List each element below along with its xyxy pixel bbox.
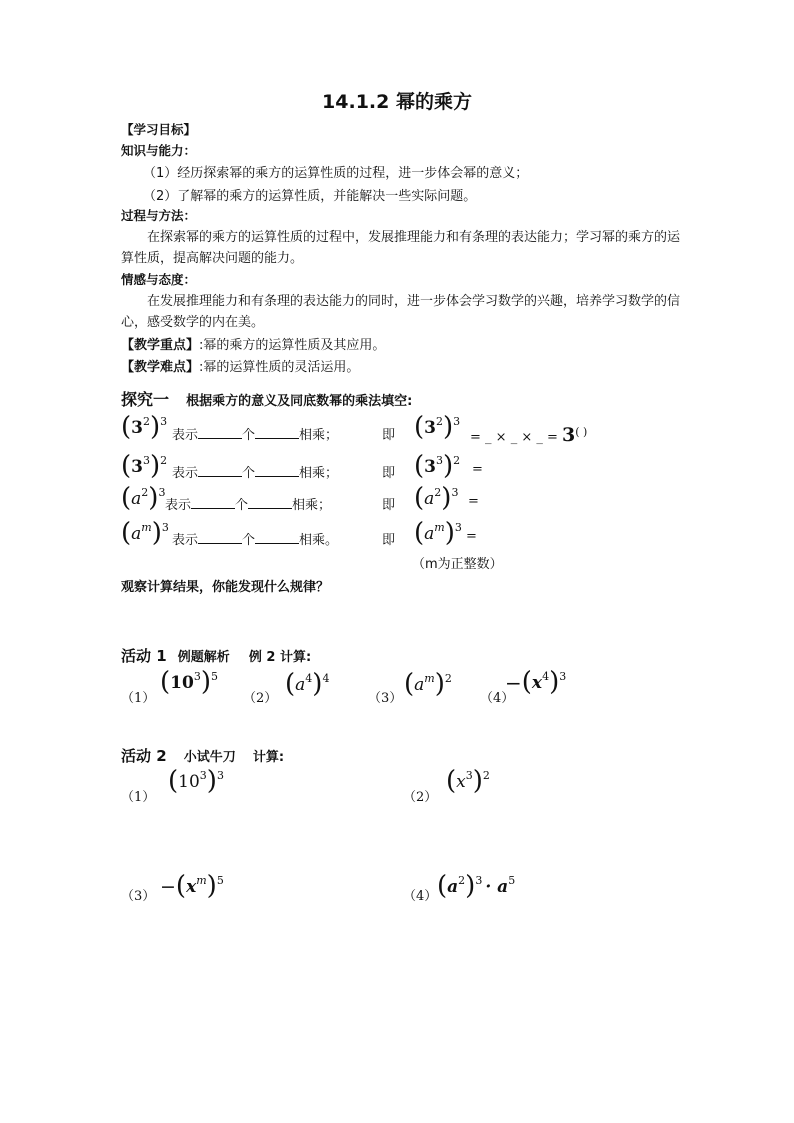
a1-expr-3: ( a $^m$ ) $^2$ xyxy=(404,669,452,699)
a2-expr-1: ( 10 $^3$ ) $^3$ xyxy=(168,766,224,796)
process-text: 在探索幂的乘方的运算性质的过程中，发展推理能力和有条理的表达能力；学习幂的乘方的运算性质，提高解决问题的能力。 xyxy=(121,230,681,266)
explore-right-1: ( 3 $^2$ ) $^3$ xyxy=(414,412,461,442)
blank-count-1[interactable] xyxy=(198,424,242,439)
a2-expr-3: − ( x $^m$ ) $^5$ xyxy=(160,871,224,901)
explore-heading-line xyxy=(121,387,412,410)
objectives-header: 【学习目标】 xyxy=(121,122,197,137)
blank-count-2[interactable] xyxy=(198,462,242,477)
a2-label-1: （1） xyxy=(121,790,156,805)
difficulty-point xyxy=(121,356,359,375)
a1-label-4: （4） xyxy=(480,691,515,706)
explore-desc-1: 表示 个 相乘； xyxy=(172,424,338,443)
a1-label-2: （2） xyxy=(243,691,278,706)
a1-label-1: （1） xyxy=(121,691,156,706)
equals-2: = xyxy=(472,462,483,477)
explore-desc-3: 表示 个 相乘； xyxy=(165,494,331,513)
blank-factor-4[interactable] xyxy=(255,529,299,544)
fill-row-1: = _ × _ × _ = 3( ) xyxy=(470,424,588,446)
blank-count-3[interactable] xyxy=(191,494,235,509)
expr-left-2: ( 3 $^3$ ) $^2$ xyxy=(121,451,168,481)
example-label: 例 2 计算: xyxy=(248,650,312,665)
knowledge-label: 知识与能力： xyxy=(121,143,197,158)
key-label: 【教学重点】 xyxy=(121,338,200,353)
difficulty-label: 【教学难点】 xyxy=(121,360,200,375)
activity1-subheading: 例题解析 xyxy=(177,650,230,665)
blank-factor-1[interactable] xyxy=(255,424,299,439)
page-title: 14.1.2 幂的乘方 xyxy=(322,91,472,113)
difficulty-text: :幂的运算性质的灵活运用。 xyxy=(199,360,360,375)
activity1-heading-line xyxy=(121,645,311,666)
emotion-text: 在发展推理能力和有条理的表达能力的同时，进一步体会学习数学的兴趣，培养学习数学的信心，感受数学的内在美。 xyxy=(121,294,681,330)
key-text: :幂的乘方的运算性质及其应用。 xyxy=(199,338,386,353)
blank-count-4[interactable] xyxy=(198,529,242,544)
a2-label-3: （3） xyxy=(121,889,156,904)
compute-label: 计算: xyxy=(252,750,285,765)
a1-expr-1: ( 10 $^3$ ) $^5$ xyxy=(160,667,218,697)
explore-row-3 xyxy=(121,483,166,513)
activity2-heading-line xyxy=(121,745,284,766)
explore-row-2 xyxy=(121,451,168,481)
blank-factor-3[interactable] xyxy=(248,494,292,509)
expr-left-3: ( a $^2$ ) $^3$ xyxy=(121,483,166,513)
a1-expr-4: − ( x $^4$ ) $^3$ xyxy=(505,667,567,697)
blank-factor-2[interactable] xyxy=(255,462,299,477)
explore-desc-2: 表示 个 相乘； xyxy=(172,462,338,481)
a2-label-2: （2） xyxy=(403,790,438,805)
pattern-question: 观察计算结果，你能发现什么规律？ xyxy=(121,580,330,595)
ji-4: 即 xyxy=(382,533,396,548)
knowledge-item-1: （1）经历探索幂的乘方的运算性质的过程，进一步体会幂的意义； xyxy=(143,166,529,181)
key-point xyxy=(121,334,385,353)
equals-3: = xyxy=(468,494,479,509)
explore-row-4 xyxy=(121,518,169,548)
expr-left-4: ( a $^m$ ) $^3$ xyxy=(121,518,169,548)
explore-row-1 xyxy=(121,412,168,442)
explore-right-4: ( a $^m$ ) $^3$ xyxy=(414,518,462,548)
ji-2: 即 xyxy=(382,466,396,481)
m-positive-note: （m为正整数） xyxy=(412,557,503,572)
a2-label-4: （4） xyxy=(403,889,438,904)
knowledge-item-2: （2）了解幂的乘方的运算性质，并能解决一些实际问题。 xyxy=(143,189,477,204)
explore-subheading: 根据乘方的意义及同底数幂的乘法填空: xyxy=(186,394,413,409)
a2-expr-2: ( x $^3$ ) $^2$ xyxy=(446,766,490,796)
ji-3: 即 xyxy=(382,498,396,513)
activity2-subheading: 小试牛刀 xyxy=(183,750,236,765)
a2-expr-4: ( a $^2$ ) $^3$ · a $^5$ xyxy=(437,871,516,901)
explore-right-2: ( 3 $^3$ ) $^2$ xyxy=(414,451,461,481)
a1-label-3: （3） xyxy=(368,691,403,706)
ji-1: 即 xyxy=(382,428,396,443)
emotion-label: 情感与态度： xyxy=(121,272,197,287)
explore-right-3: ( a $^2$ ) $^3$ xyxy=(414,483,459,513)
a1-expr-2: ( a $^4$ ) $^4$ xyxy=(285,669,330,699)
expr-left-1: ( 3 $^2$ ) $^3$ xyxy=(121,412,168,442)
activity1-heading: 活动 1 xyxy=(121,647,167,665)
explore-desc-4: 表示 个 相乘。 xyxy=(172,529,338,548)
process-label: 过程与方法： xyxy=(121,208,197,223)
explore-heading: 探究一 xyxy=(121,390,170,409)
activity2-heading: 活动 2 xyxy=(121,747,167,765)
equals-4: = xyxy=(466,529,477,544)
